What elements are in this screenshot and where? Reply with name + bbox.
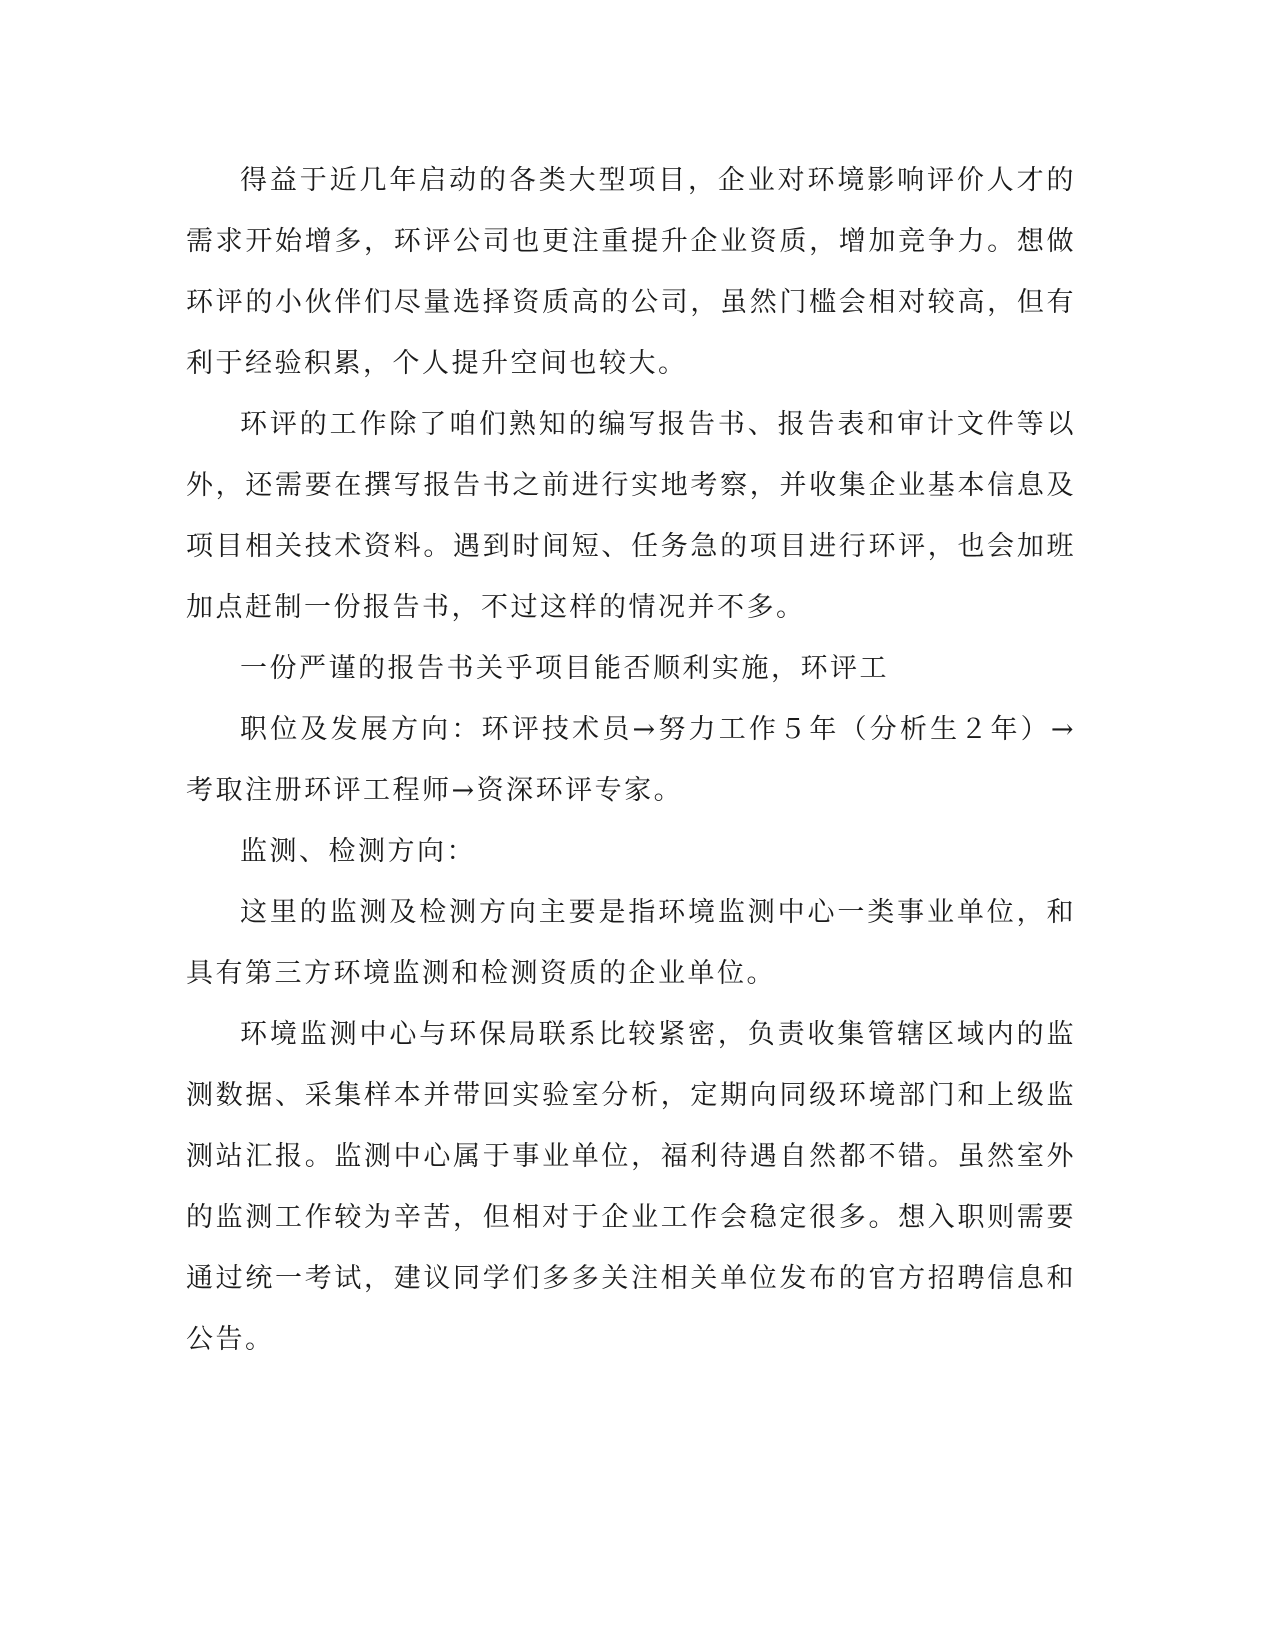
paragraph-eia-demand: 得益于近几年启动的各类大型项目，企业对环境影响评价人才的需求开始增多，环评公司也更注重提升企业资质，增加竞争力。想做环评的小伙伴们尽量选择资质高的公司，虽然门槛会相对较高，但有利于经验积累，个人提升空间也较大。	[186, 165, 1076, 379]
document-body	[186, 150, 1076, 1370]
paragraph-eia-work: 环评的工作除了咱们熟知的编写报告书、报告表和审计文件等以外，还需要在撰写报告书之前进行实地考察，并收集企业基本信息及项目相关技术资料。遇到时间短、任务急的项目进行环评，也会加班加点赶制一份报告书，不过这样的情况并不多。	[186, 409, 1076, 623]
paragraph-career-path: 职位及发展方向：环评技术员→努力工作５年（分析生２年）→考取注册环评工程师→资深环评专家。	[186, 714, 1076, 806]
paragraph-eia-report: 一份严谨的报告书关乎项目能否顺利实施，环评工	[240, 653, 889, 684]
paragraph-monitoring-center: 环境监测中心与环保局联系比较紧密，负责收集管辖区域内的监测数据、采集样本并带回实验室分析，定期向同级环境部门和上级监测站汇报。监测中心属于事业单位，福利待遇自然都不错。虽然室外的监测工作较为辛苦，但相对于企业工作会稳定很多。想入职则需要通过统一考试，建议同学们多多关注相关单位发布的官方招聘信息和公告。	[186, 1019, 1076, 1355]
paragraph-monitoring-definition: 这里的监测及检测方向主要是指环境监测中心一类事业单位，和具有第三方环境监测和检测资质的企业单位。	[186, 897, 1076, 989]
section-heading-monitoring: 监测、检测方向：	[240, 836, 476, 867]
